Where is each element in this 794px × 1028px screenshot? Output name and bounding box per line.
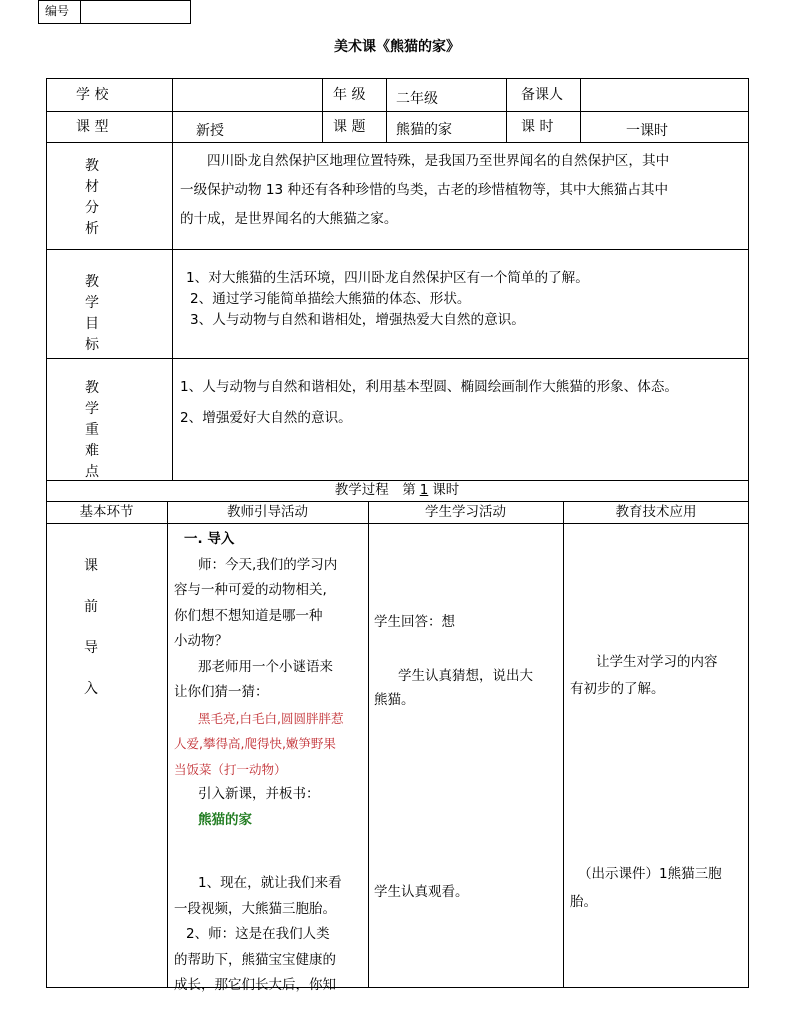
school-label: 学 校 — [76, 87, 109, 103]
topic-value: 熊猫的家 — [396, 122, 452, 138]
process-heading: 教学过程 第 1 课时 — [334, 482, 460, 498]
page-title: 美术课《熊猫的家》 — [334, 39, 460, 55]
lesson-type-label: 课 型 — [76, 119, 109, 135]
number-label: 编号 — [45, 4, 70, 18]
process-header-line — [46, 523, 749, 524]
grade-label: 年 级 — [333, 87, 366, 103]
row-line — [46, 249, 749, 250]
goals-label: 教 学 目 标 — [85, 274, 99, 353]
stage-label: 课 前 导 入 — [84, 558, 98, 697]
row-line — [46, 358, 749, 359]
student-watch: 学生认真观看。 — [374, 884, 469, 900]
col-line — [386, 78, 387, 142]
topic-label: 课 题 — [333, 119, 366, 135]
col-line — [563, 501, 564, 988]
analysis-label: 教 材 分 析 — [85, 158, 99, 237]
hours-value: 一课时 — [626, 123, 668, 139]
analysis-text: 四川卧龙自然保护区地理位置特殊，是我国乃至世界闻名的自然保护区，其中 一级保护动物 13 种还有各种珍惜的鸟类，古老的珍惜植物等，其中大熊猫占其中 的十成，是世界闻名的大熊猫之家。 — [180, 153, 670, 227]
goals-text: 1、对大熊猫的生活环境，四川卧龙自然保护区有一个简单的了解。 2、通过学习能简单描绘大熊猫的体态、形状。 3、人与动物与自然和谐相处，增强热爱大自然的意识。 — [186, 270, 589, 328]
col-stage: 基本环节 — [79, 504, 134, 520]
col-line — [322, 78, 323, 142]
col-teacher: 教师引导活动 — [227, 504, 308, 520]
lesson-type-value: 新授 — [196, 123, 224, 139]
col-line — [580, 78, 581, 142]
col-line — [167, 501, 168, 988]
hours-label: 课 时 — [521, 119, 554, 135]
col-tech: 教育技术应用 — [615, 504, 697, 520]
col-line — [172, 78, 173, 481]
tech-goal: 让学生对学习的内容 有初步的了解。 — [570, 654, 718, 697]
row-line — [46, 111, 749, 112]
number-box-divider — [80, 0, 81, 24]
keypoints-label: 教 学 重 难 点 — [85, 380, 99, 480]
grade-value: 二年级 — [396, 91, 438, 107]
preparer-label: 备课人 — [521, 87, 563, 103]
col-student: 学生学习活动 — [425, 504, 506, 520]
tech-show: （出示课件）1熊猫三胞 胎。 — [570, 866, 722, 910]
teacher-activity: 一. 导入 师：今天,我们的学习内 容与一种可爱的动物相关, 你们想不想知道是哪一种 小动物？ 那老师用一个小谜语来 让你们猜一猜： 黑毛亮,白毛白,圆圆胖胖惹 人爱,攀得高,爬得快,嫩笋野果 当饭菜（打一动物） 引入新课，并板书： 熊猫的家 1、现在，就让我们来看 一段视频，大熊猫三胞胎。 2、师：这是在我们人类 的帮助下，熊猫宝宝健康的 成长，那它们长大后，你知 — [174, 531, 344, 993]
student-guess: 学生认真猜想，说出大 熊猫。 — [374, 668, 533, 708]
row-line — [46, 142, 749, 143]
student-answer: 学生回答：想 — [374, 614, 455, 630]
col-line — [368, 501, 369, 988]
keypoints-text: 1、人与动物与自然和谐相处，利用基本型圆、椭圆绘画制作大熊猫的形象、体态。 2、增强爱好大自然的意识。 — [180, 379, 679, 426]
col-line — [506, 78, 507, 142]
